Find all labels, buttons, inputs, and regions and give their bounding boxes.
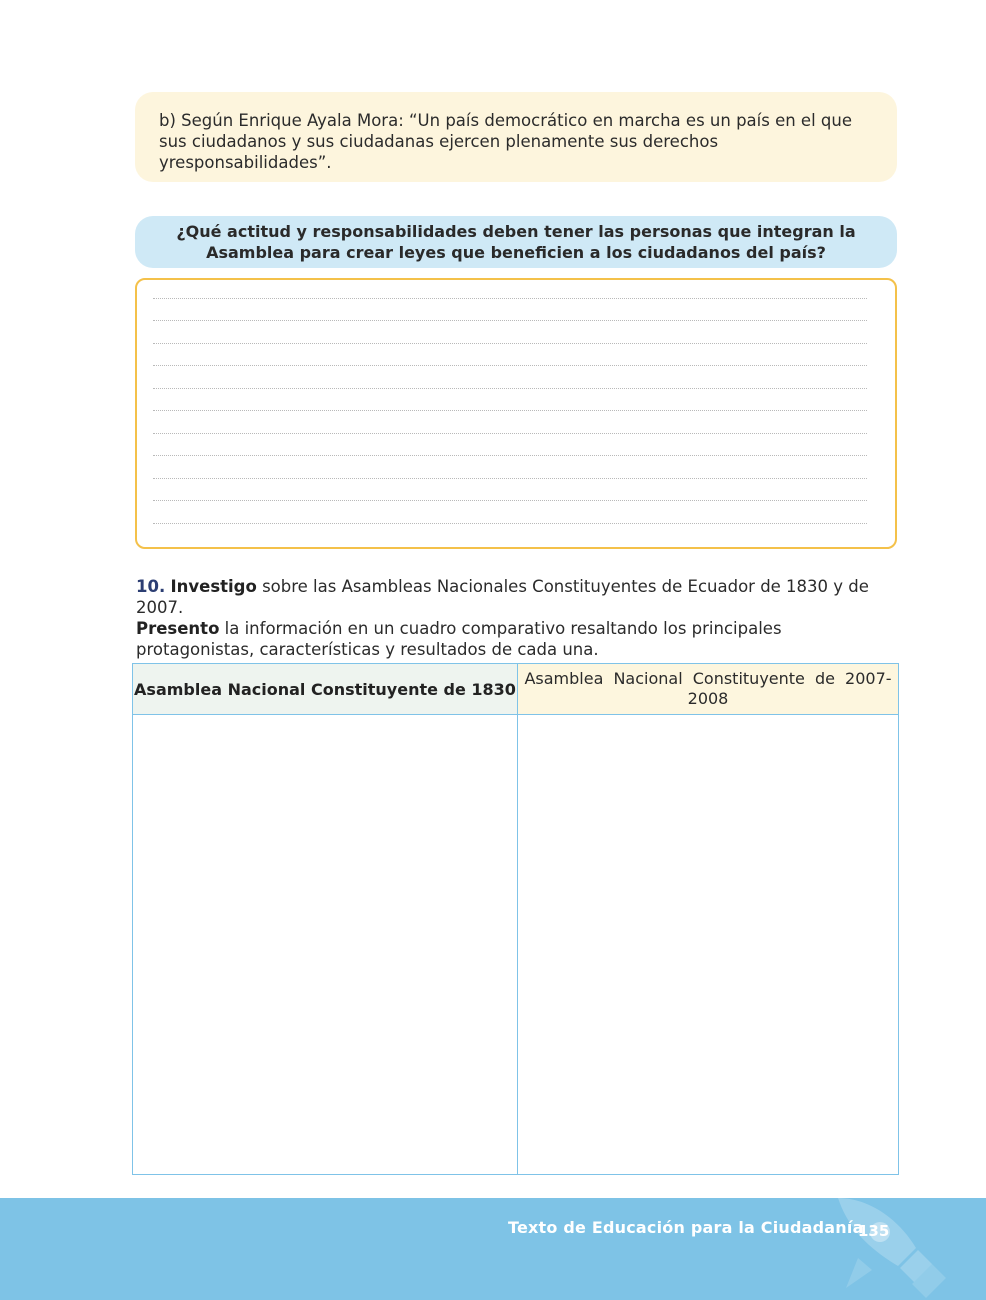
table-cell-2007[interactable] xyxy=(518,715,898,1174)
answer-line xyxy=(153,523,867,524)
answer-line xyxy=(153,478,867,479)
answer-line xyxy=(153,500,867,501)
comparison-table xyxy=(132,663,899,1175)
table-header-1830-label: Asamblea Nacional Constituyente de 1830 xyxy=(134,679,516,699)
table-header-2007 xyxy=(518,664,898,715)
activity-verb-investigo: Investigo xyxy=(170,577,257,596)
answer-line xyxy=(153,343,867,344)
answer-line xyxy=(153,388,867,389)
quote-box xyxy=(135,92,897,182)
activity-verb-presento: Presento xyxy=(136,619,220,638)
answer-line xyxy=(153,410,867,411)
question-box xyxy=(135,216,897,268)
book-title: Texto de Educación para la Ciudadanía xyxy=(508,1218,864,1237)
table-header-1830 xyxy=(133,664,518,715)
answer-line xyxy=(153,320,867,321)
answer-line xyxy=(153,298,867,299)
activity-text-1: sobre las Asambleas Nacionales Constituyentes de Ecuador de 1830 y de 2007. xyxy=(136,577,869,617)
answer-line xyxy=(153,433,867,434)
question-text: ¿Qué actitud y responsabilidades deben tener las personas que integran la Asamblea para crear leyes que beneficien a los ciudadanos del país? xyxy=(176,222,856,262)
answer-line xyxy=(153,365,867,366)
activity-instruction xyxy=(136,576,896,660)
activity-number: 10. xyxy=(136,577,166,596)
quote-text: b) Según Enrique Ayala Mora: “Un país democrático en marcha es un país en el que sus ciudadanos y sus ciudadanas ejercen plenamente sus derechos yresponsabilidades”. xyxy=(159,111,852,172)
rocket-icon xyxy=(828,1198,958,1300)
page-number: 135 xyxy=(858,1222,890,1240)
answer-area[interactable] xyxy=(135,278,897,549)
activity-text-2: la información en un cuadro comparativo resaltando los principales protagonistas, características y resultados de cada una. xyxy=(136,619,782,659)
table-cell-1830[interactable] xyxy=(133,715,518,1174)
table-header-2007-label: Asamblea Nacional Constituyente de 2007-2008 xyxy=(524,669,892,708)
page-footer xyxy=(0,1198,986,1300)
answer-line xyxy=(153,455,867,456)
